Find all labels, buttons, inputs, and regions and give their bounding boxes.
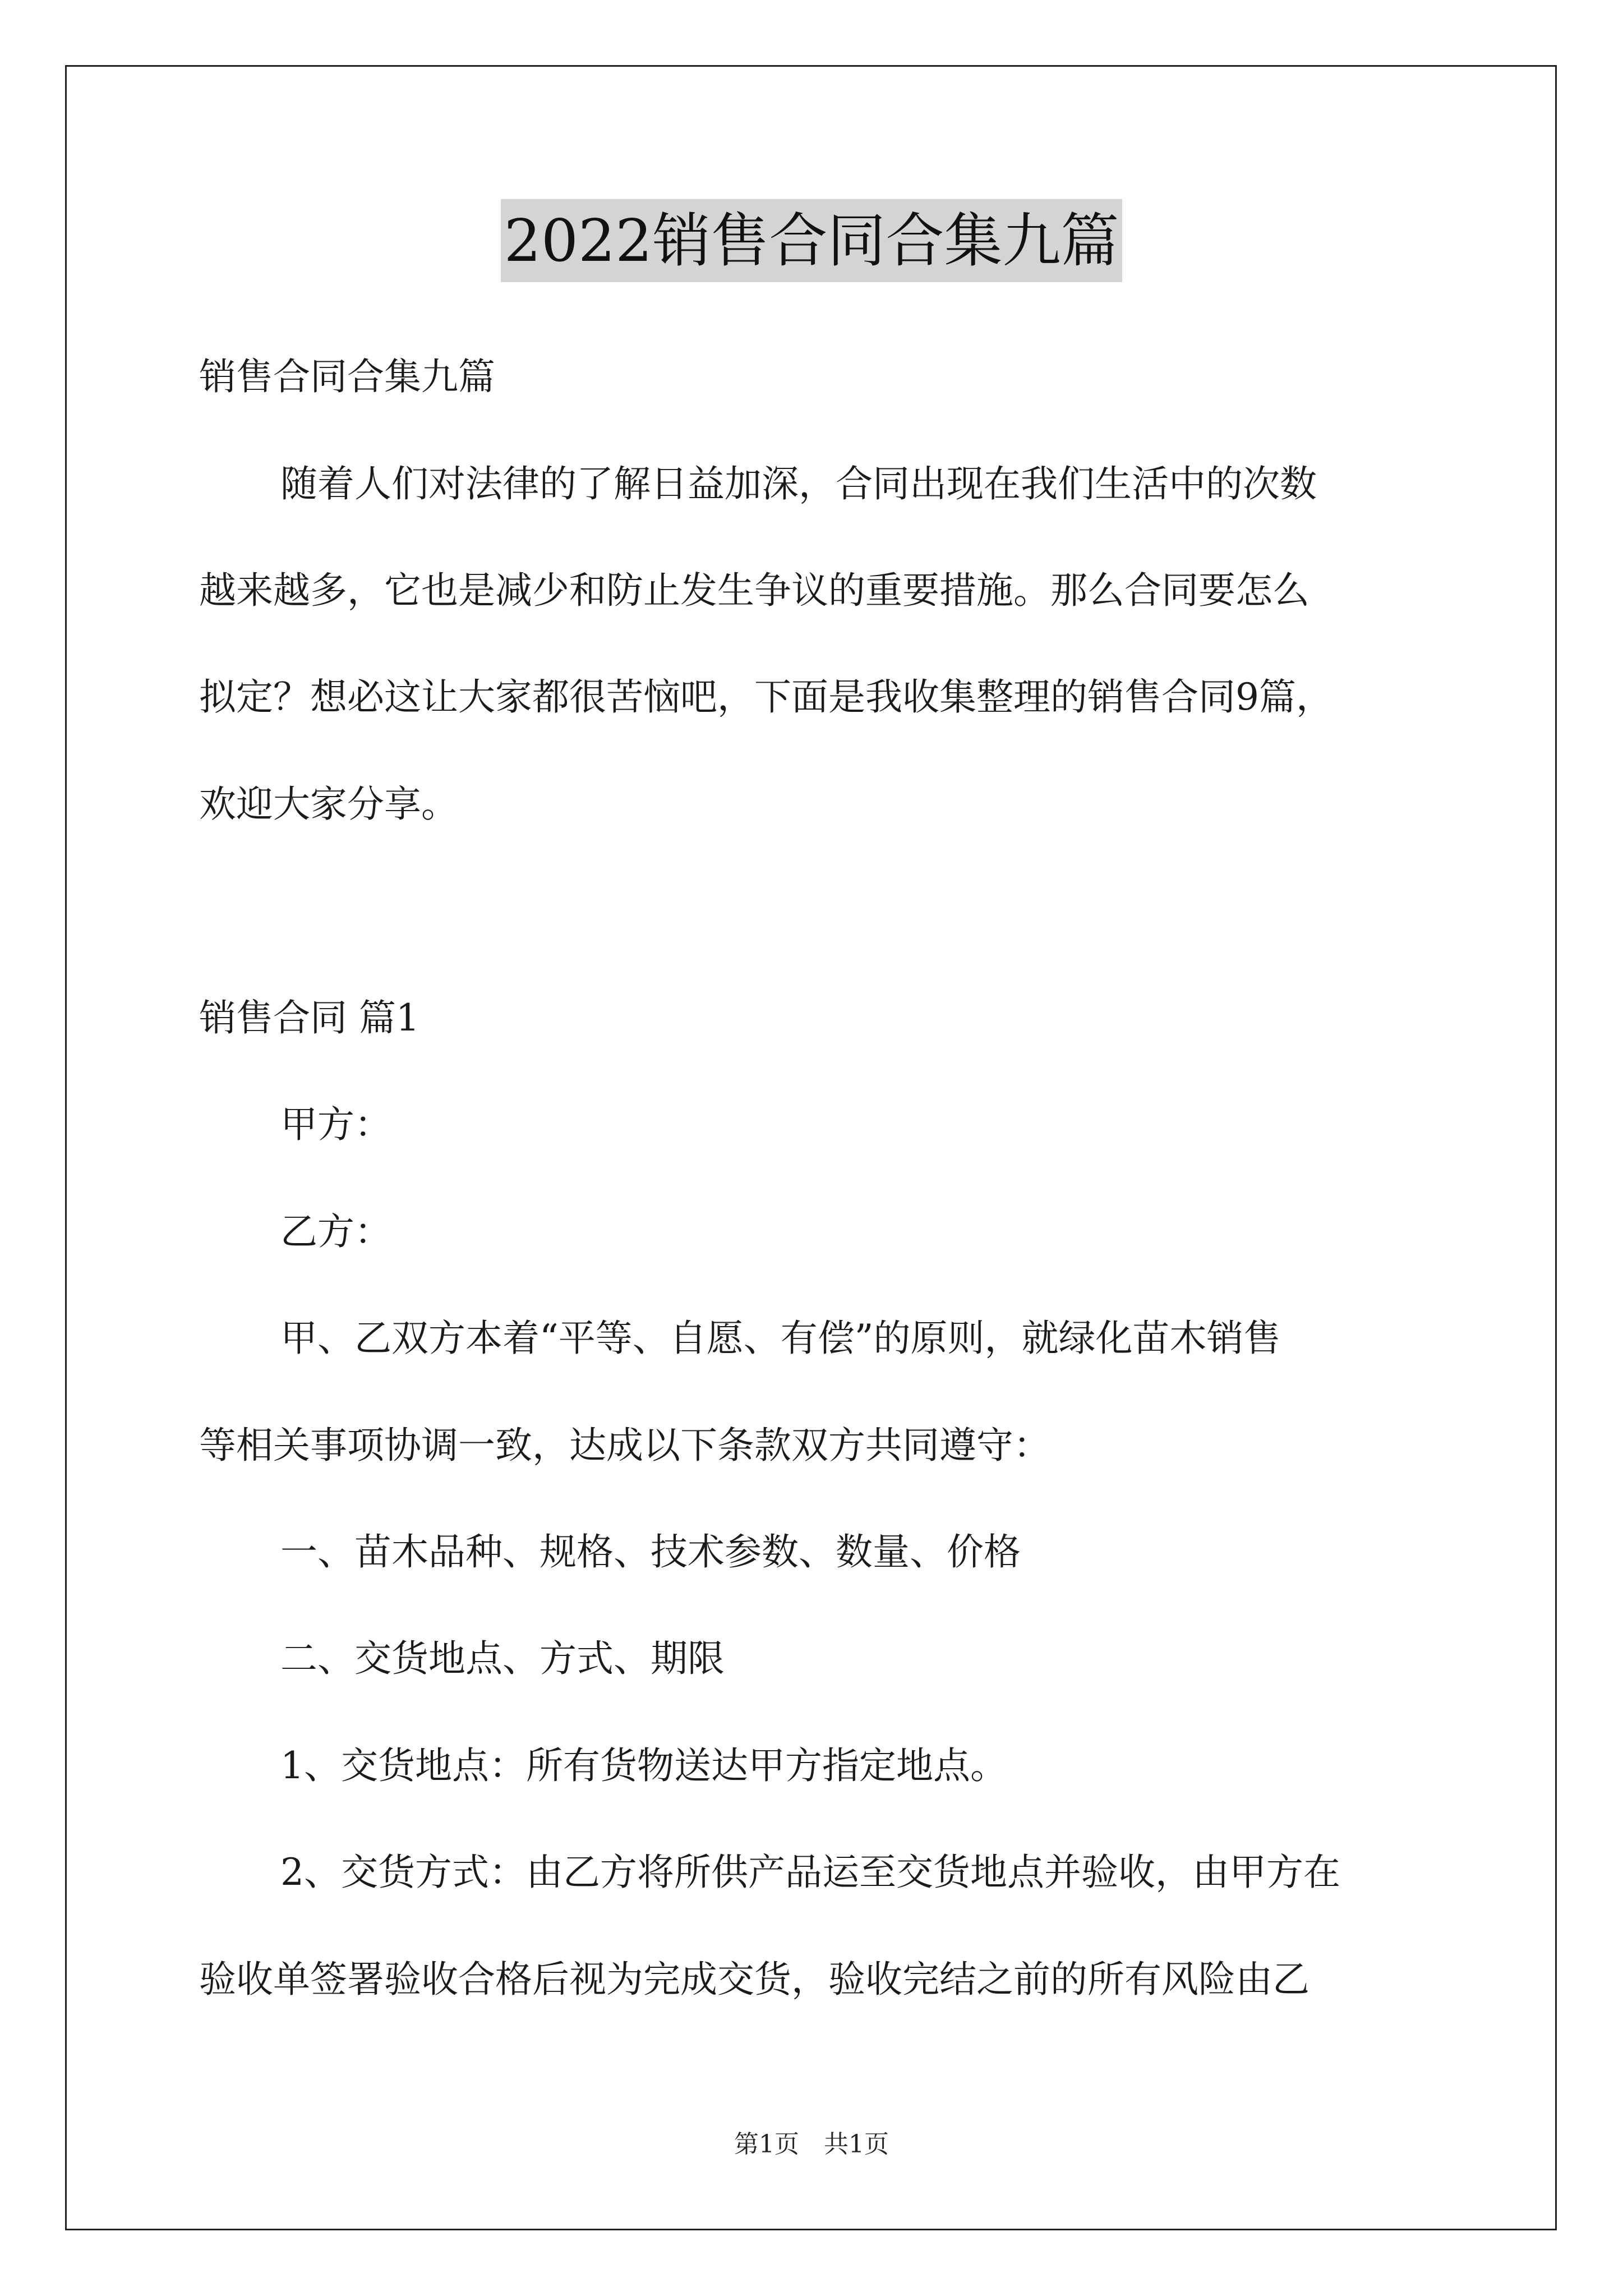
paragraph-line: 等相关事项协调一致，达成以下条款双方共同遵守： — [199, 1424, 1050, 1467]
paragraph-line: 越来越多，它也是减少和防止发生争议的重要措施。那么合同要怎么 — [199, 569, 1310, 612]
clause-heading: 二、交货地点、方式、期限 — [280, 1637, 725, 1680]
party-a-line: 甲方： — [280, 1103, 391, 1146]
document-title: 2022销售合同合集九篇 — [501, 199, 1123, 282]
paragraph-line: 验收单签署验收合格后视为完成交货，验收完结之前的所有风险由乙 — [199, 1958, 1310, 2001]
party-b-line: 乙方： — [280, 1210, 391, 1253]
paragraph-line: 随着人们对法律的了解日益加深，合同出现在我们生活中的次数 — [280, 462, 1317, 505]
subtitle-line: 销售合同合集九篇 — [199, 355, 495, 398]
clause-item: 1、交货地点：所有货物送达甲方指定地点。 — [280, 1744, 1007, 1787]
paragraph-line: 甲、乙双方本着“平等、自愿、有偿”的原则，就绿化苗木销售 — [280, 1317, 1281, 1360]
clause-item: 2、交货方式：由乙方将所供产品运至交货地点并验收，由甲方在 — [280, 1851, 1340, 1894]
paragraph-line: 拟定？想必这让大家都很苦恼吧，下面是我收集整理的销售合同9篇， — [199, 675, 1333, 719]
paragraph-line: 欢迎大家分享。 — [199, 783, 458, 826]
clause-heading: 一、苗木品种、规格、技术参数、数量、价格 — [280, 1530, 1021, 1573]
page-footer: 第1页 共1页 — [734, 2130, 889, 2159]
section-heading: 销售合同 篇1 — [199, 996, 419, 1039]
title-container — [0, 199, 1623, 282]
